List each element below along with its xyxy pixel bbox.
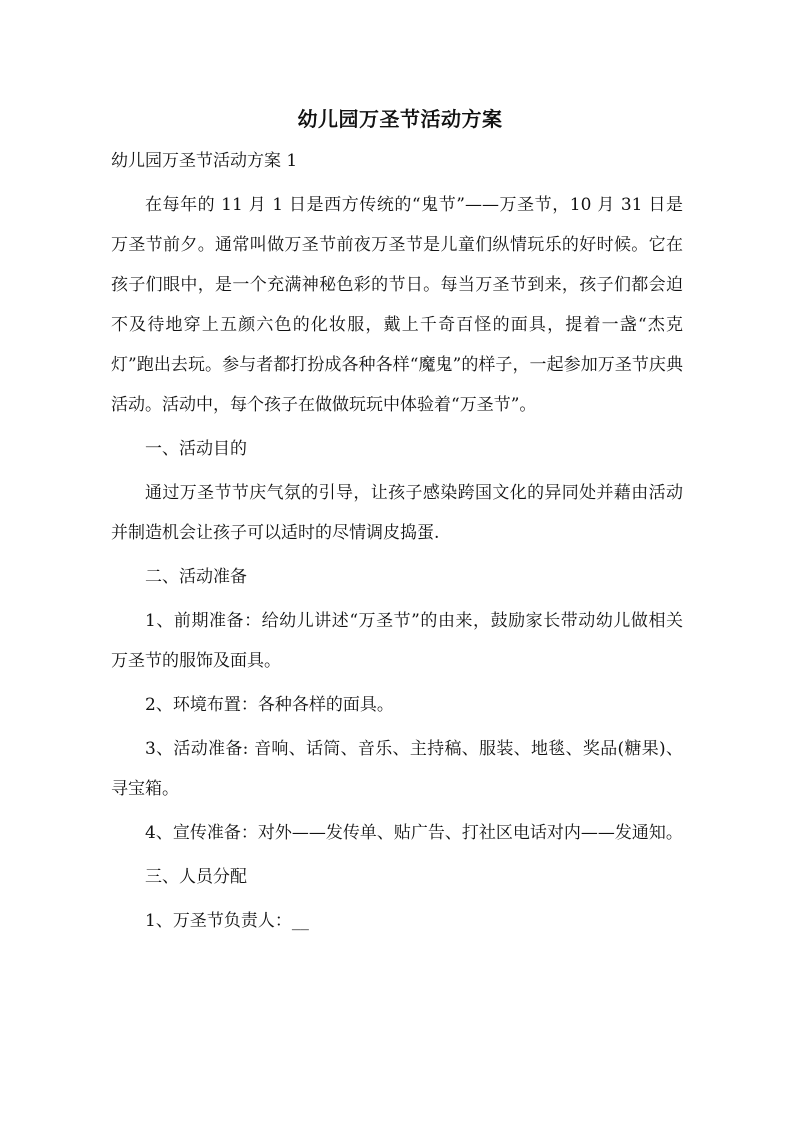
heading-activity-purpose: 一、活动目的 <box>145 439 247 459</box>
heading-activity-preparation: 二、活动准备 <box>145 567 247 587</box>
document-body <box>111 141 683 945</box>
document-title: 幼儿园万圣节活动方案 <box>297 107 503 131</box>
purpose-paragraph: 通过万圣节节庆气氛的引导，让孩子感染跨国文化的异同处并藉由活动并制造机会让孩子可以适时的尽情调皮捣蛋. <box>111 483 683 543</box>
preparation-item-4: 4、宣传准备：对外——发传单、贴广告、打社区电话对内——发通知。 <box>145 823 683 843</box>
section-subtitle: 幼儿园万圣节活动方案 1 <box>111 151 298 171</box>
staff-item-1: 1、万圣节负责人：__ <box>145 911 309 931</box>
preparation-item-2: 2、环境布置：各种各样的面具。 <box>145 695 394 715</box>
heading-staff-assignment: 三、人员分配 <box>145 867 247 887</box>
intro-paragraph: 在每年的 11 月 1 日是西方传统的“鬼节”——万圣节，10 月 31 日是万圣节前夕。通常叫做万圣节前夜万圣节是儿童们纵情玩乐的好时候。它在孩子们眼中，是一个充满神秘色彩的节日。每当万圣节到来，孩子们都会迫不及待地穿上五颜六色的化妆服，戴上千奇百怪的面具，提着一盏“杰克灯”跑出去玩。参与者都打扮成各种各样“魔鬼”的样子，一起参加万圣节庆典活动。活动中，每个孩子在做做玩玩中体验着“万圣节”。 <box>111 195 683 415</box>
preparation-item-3: 3、活动准备: 音响、话筒、音乐、主持稿、服装、地毯、奖品(糖果)、寻宝箱。 <box>111 739 683 799</box>
preparation-item-1: 1、前期准备：给幼儿讲述“万圣节”的由来，鼓励家长带动幼儿做相关万圣节的服饰及面具。 <box>111 611 683 671</box>
